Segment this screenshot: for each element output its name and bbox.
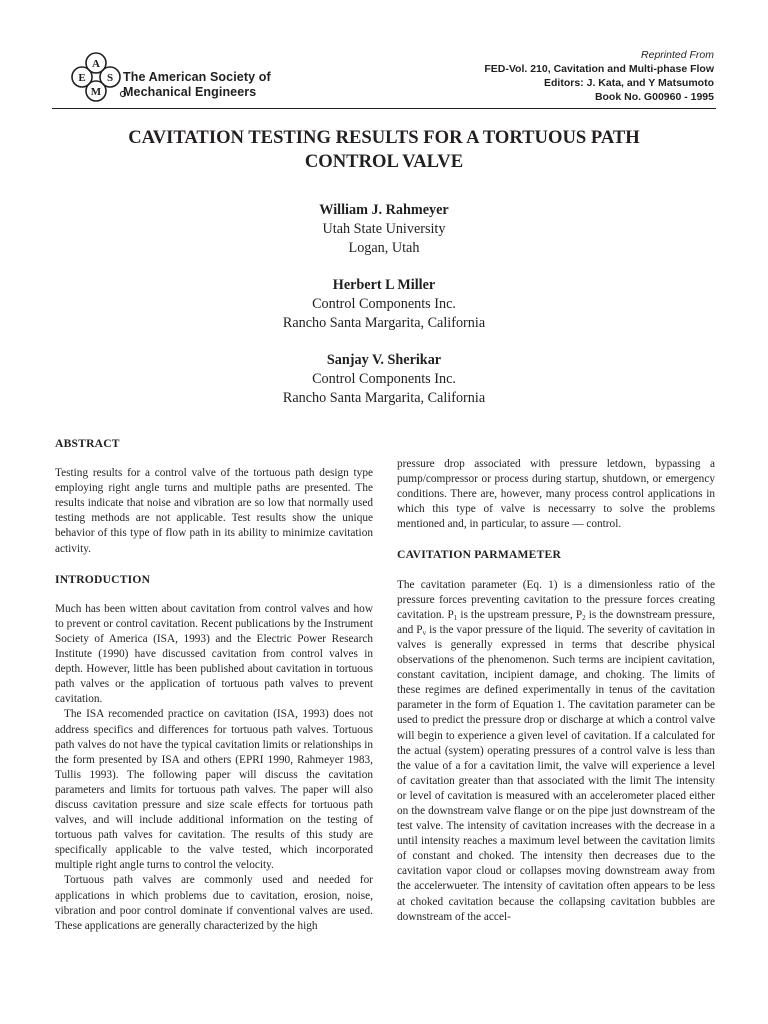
text-segment: is the upstream pressure, P bbox=[457, 608, 583, 621]
author-location: Logan, Utah bbox=[348, 240, 420, 256]
author-name: Sanjay V. Sherikar bbox=[326, 352, 442, 368]
logo-letter: S bbox=[106, 72, 114, 84]
right-column bbox=[397, 457, 715, 925]
author-block bbox=[0, 201, 768, 258]
author-location: Rancho Santa Margarita, California bbox=[282, 390, 486, 406]
logo-letter: A bbox=[92, 58, 100, 70]
cavitation-parameter-heading: CAVITATION PARMAMETER bbox=[397, 548, 562, 562]
text-segment: The cavitation parameter (Eq. 1) is a dimensionless ratio of the pressure forces preventing cavitation to the pressure forces creating cavitation. P bbox=[397, 578, 715, 621]
reprint-line: Book No. G00960 - 1995 bbox=[594, 91, 714, 103]
logo-letter: M bbox=[90, 86, 102, 98]
subscript: v bbox=[422, 628, 427, 637]
author-location: Rancho Santa Margarita, California bbox=[282, 315, 486, 331]
introduction-paragraph: Tortuous path valves are commonly used and needed for applications in which problems due to cavitation, erosion, noise, vibration and poor control dominate if conventional valves are used. These applications are generally characterized by the high bbox=[55, 874, 373, 932]
author-block bbox=[0, 351, 768, 408]
reprint-line: FED-Vol. 210, Cavitation and Multi-phase Flow bbox=[484, 63, 714, 75]
abstract-heading: ABSTRACT bbox=[55, 437, 120, 450]
introduction-paragraph-continued: pressure drop associated with pressure letdown, bypassing a pump/compressor or process during startup, shutdown, or emergency conditions. There are, however, many process control applications in which this type of valve is necessarry to solve the problems mentioned and, in particular, to assure — control. bbox=[397, 458, 715, 531]
introduction-paragraph: The ISA recomended practice on cavitation (ISA, 1993) does not address specifics and differences for tortuous path valves. Tortuous path valves do not have the typical cavitation limits or relationships in the form presented by ISA and others (EPRI 1990, Rahmeyer 1983, Tullis 1993). The following paper will discuss the cavitation parameters and limits for tortuous path valves. The paper will also discuss cavitation pressure and size scale effects for tortuous path valves, and will include additional information on the testing of tortuous path valves for cavitation. The results of this study are specifically applicable to the valve tested, which incorporated multiple right angle turns to control the velocity. bbox=[55, 708, 373, 872]
reprint-notice bbox=[484, 48, 714, 104]
author-name: Herbert L Miller bbox=[332, 277, 436, 293]
introduction-heading: INTRODUCTION bbox=[55, 572, 151, 586]
author-block bbox=[0, 276, 768, 333]
left-column bbox=[55, 436, 373, 934]
title-line: CAVITATION TESTING RESULTS FOR A TORTUOUS PATH bbox=[128, 127, 640, 148]
reprint-line: Editors: J. Kata, and Y Matsumoto bbox=[544, 77, 714, 89]
title-line: CONTROL VALVE bbox=[304, 151, 464, 172]
paper-title bbox=[0, 126, 768, 174]
text-segment: is the downstream pressure, and P bbox=[397, 608, 715, 636]
subscript: 2 bbox=[582, 613, 586, 622]
reprint-line: Reprinted From bbox=[641, 49, 714, 61]
abstract-text: Testing results for a control valve of the tortuous path design type employing right angle turns and multiple paths are presented. The results indicate that noise and vibration are so low that normally used testing methods are not applicable. Test results show the unique behavior of this type of flow path in its ability to minimize cavitation activity. bbox=[55, 467, 373, 555]
author-name: William J. Rahmeyer bbox=[319, 202, 449, 218]
organization-line: Mechanical Engineers bbox=[123, 85, 257, 99]
asme-logo-icon bbox=[66, 52, 126, 102]
author-list bbox=[0, 201, 768, 426]
introduction-paragraph: Much has been witten about cavitation from control valves and how to prevent or control cavitation. Recent publications by the Instrument Society of America (ISA, 1993) and the Electric Power Research Institute (1990) have discussed cavitation from control valves in depth. However, little has been published about cavitation in tortuous path valves or the application of tortuous path valves to prevent cavitation. bbox=[55, 602, 373, 706]
header-divider bbox=[52, 108, 716, 109]
author-affiliation: Control Components Inc. bbox=[312, 296, 456, 312]
author-affiliation: Control Components Inc. bbox=[312, 371, 456, 387]
organization-line: The American Society of bbox=[123, 70, 271, 84]
text-segment: is the vapor pressure of the liquid. The severity of cavitation in valves is generally expressed in terms that describe physical observations of the phenomenon. Such terms are incipient cavitation, constant cavitation, incipient damage, and choking. The limits of these regimes are defined experimentally in tenus of the cavitation parameter in the form of Equation 1. The cavitation parameter can be used to predict the pressure drop or discharge at which a control valve will begin to experience a given level of cavitation. If a calculated for the actual (system) operating pressures of a control valve is less than the value of a for a cavitation limit, the valve will experience a level of cavitation greater than that associated with the limit The intensity or level of cavitation is measured with an accelerometer placed either on the downstream valve flange or on the pipe just downstream of the test valve. The intensity of cavitation increases with the decrease in a until intensity reaches a maximum level between the cavitation limits of constant and choked. The intensity then decreases due to the cavitation vapor cloud or collapses moving downstream away from the accelerwueter. The intensity of cavitation often appears to be less at choked cavitation because the collapsing cavitation bubbles are downstream of the accel- bbox=[397, 623, 715, 923]
organization-name bbox=[123, 70, 271, 100]
author-affiliation: Utah State University bbox=[322, 221, 446, 237]
cavitation-paragraph bbox=[397, 578, 715, 925]
subscript: 1 bbox=[453, 613, 458, 622]
logo-letter: E bbox=[78, 72, 86, 84]
